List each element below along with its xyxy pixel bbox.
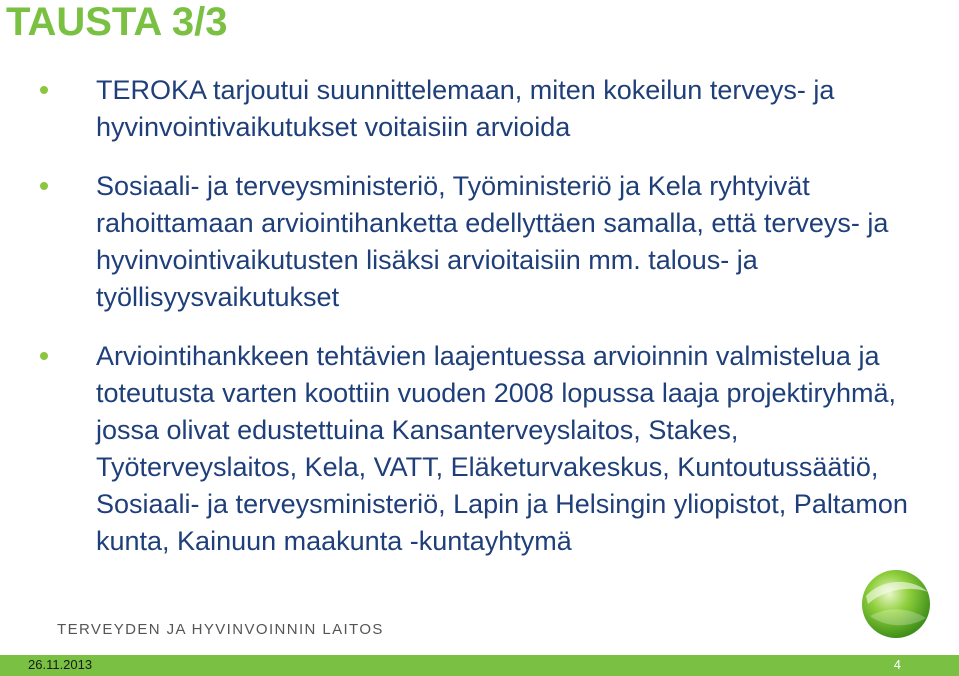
bullet-text: Arviointihankkeen tehtävien laajentuessa arvioinnin valmistelua ja toteutusta varten koottiin vuoden 2008 lopussa laaja projektiryhmä, jossa olivat edustettuina Kansanterveyslaitos, Stakes, Työterveyslaitos, Kela, VATT, Eläketurvakeskus, Kuntoutussäätiö, Sosiaali- ja terveysministeriö, Lapin ja Helsingin yliopistot, Paltamon kunta, Kainuun maakunta -kuntayhtymä — [96, 341, 908, 556]
bullet-text: Sosiaali- ja terveysministeriö, Työministeriö ja Kela ryhtyivät rahoittamaan arviointihanketta edellyttäen samalla, että terveys- ja hyvinvointivaikutusten lisäksi arvioitaisiin mm. talous- ja työllisyysvaikutukset — [96, 171, 889, 312]
bullet-item — [96, 72, 926, 146]
green-globe-logo-icon — [858, 566, 934, 642]
slide-title: TAUSTA 3/3 — [6, 0, 228, 44]
footer-bar — [0, 655, 959, 676]
page-number: 4 — [893, 657, 901, 672]
footer-date: 26.11.2013 — [28, 657, 93, 672]
bullet-dot-icon — [40, 86, 48, 94]
bullet-text: TEROKA tarjoutui suunnittelemaan, miten kokeilun terveys- ja hyvinvointivaikutukset voitaisiin arvioida — [96, 75, 835, 142]
bullet-item — [96, 168, 926, 316]
bullet-dot-icon — [40, 182, 48, 190]
organization-name: TERVEYDEN JA HYVINVOINNIN LAITOS — [57, 621, 384, 638]
bullet-item — [96, 338, 926, 560]
bullet-dot-icon — [40, 352, 48, 360]
